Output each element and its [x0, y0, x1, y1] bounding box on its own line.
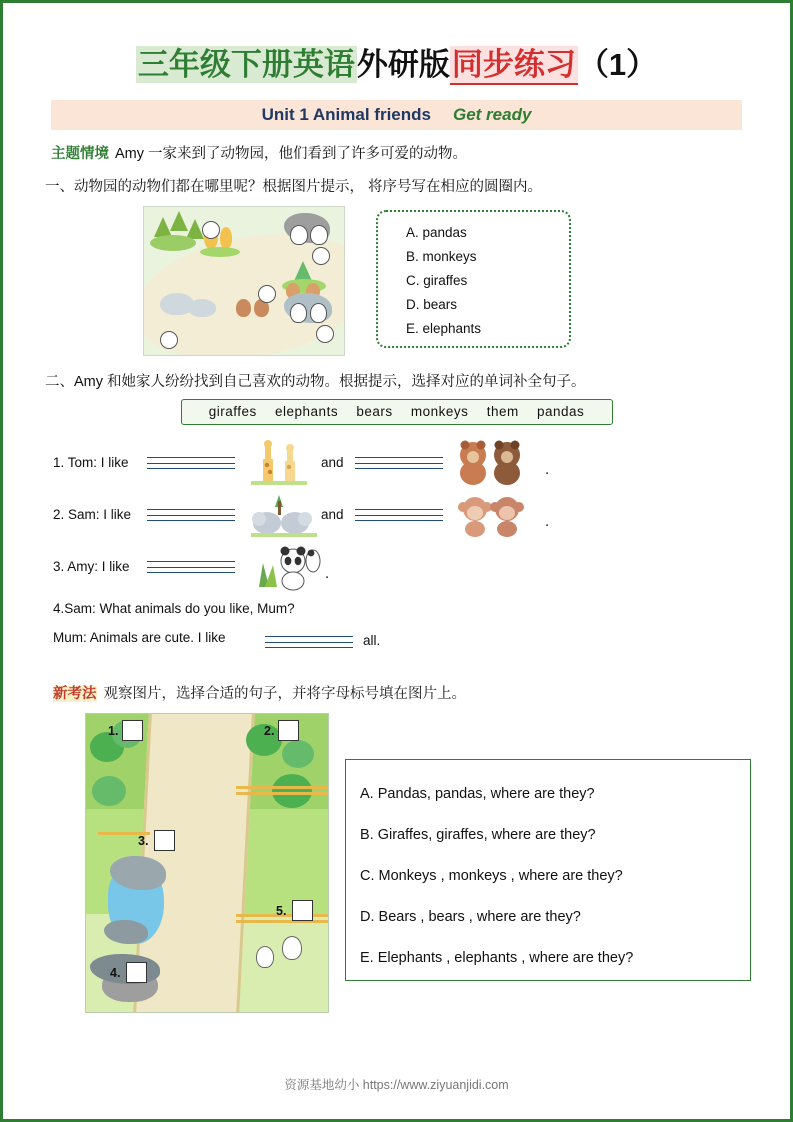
word-bank-item-1: giraffes: [208, 404, 257, 419]
unit-banner-get-ready: Get ready: [452, 105, 532, 124]
page-title-part4: （1）: [577, 47, 658, 82]
page-title-part3: 同步练习: [450, 46, 578, 85]
q3-sentence-c: C. Monkeys , monkeys , where are they?: [360, 868, 623, 884]
option-e: E. elephants: [406, 321, 482, 336]
word-bank-item-6: pandas: [536, 404, 585, 419]
picture-checkbox-3[interactable]: [154, 830, 175, 851]
q3-sentence-b: B. Giraffes, giraffes, where are they?: [360, 827, 596, 843]
fill-sentence-2: [53, 491, 778, 543]
word-bank-item-3: bears: [356, 404, 393, 419]
question2-line5-post: all.: [363, 633, 381, 648]
question3-sentence-box: [345, 759, 751, 981]
fill-blank-3a[interactable]: [147, 557, 235, 573]
zoo-map-image: [143, 206, 345, 356]
picture-label-2: 2.: [264, 724, 275, 738]
question2-line4: 4.Sam: What animals do you like, Mum?: [53, 601, 295, 616]
fill-sentence-2-label: 2. Sam: I like: [53, 507, 132, 522]
picture-checkbox-5[interactable]: [292, 900, 313, 921]
intro-tag: 主题情境: [51, 146, 109, 162]
period-2: .: [545, 513, 550, 530]
fill-blank-2b[interactable]: [355, 505, 443, 521]
fill-sentence-1: [53, 439, 778, 491]
option-a: A. pandas: [406, 225, 467, 240]
unit-banner-unit: Unit 1 Animal friends: [261, 105, 431, 124]
question3-prompt: [53, 682, 778, 703]
period-1: .: [545, 461, 550, 478]
giraffe-image: [249, 439, 315, 487]
picture-label-3: 3.: [138, 834, 149, 848]
option-c: C. giraffes: [406, 273, 468, 288]
fill-sentence-1-label: 1. Tom: I like: [53, 455, 129, 470]
question3-body: [15, 713, 778, 1013]
question2-prompt: 二、Amy 和她家人纷纷找到自己喜欢的动物。根据提示，选择对应的单词补全句子。: [45, 374, 586, 390]
option-d: D. bears: [406, 297, 458, 312]
monkey-image: [457, 491, 529, 539]
period-3: .: [325, 565, 330, 582]
page-title-part1: 三年级下册英语: [137, 47, 355, 82]
fill-blank-2a[interactable]: [147, 505, 235, 521]
picture-label-5: 5.: [276, 904, 287, 918]
fill-sentence-3: [53, 543, 778, 595]
question2-line5-pre: Mum: Animals are cute. I like: [53, 630, 226, 645]
picture-label-1: 1.: [108, 724, 119, 738]
word-bank-item-5: them: [486, 404, 519, 419]
picture-label-4: 4.: [110, 966, 121, 980]
question3-prompt-text: 观察图片，选择合适的句子，并将字母标号填在图片上。: [103, 686, 466, 702]
intro-line: [51, 142, 742, 163]
answer-circle-5[interactable]: [316, 325, 334, 343]
question1-options-box: [376, 210, 571, 348]
picture-checkbox-4[interactable]: [126, 962, 147, 983]
picture-checkbox-1[interactable]: [122, 720, 143, 741]
fill-blank-4[interactable]: [265, 632, 353, 648]
q3-sentence-e: E. Elephants , elephants , where are they?: [360, 950, 634, 966]
answer-circle-2[interactable]: [312, 247, 330, 265]
fill-sentence-3-label: 3. Amy: I like: [53, 559, 130, 574]
q3-sentence-a: A. Pandas, pandas, where are they?: [360, 786, 595, 802]
footer-watermark: 资源基地幼小 https://www.ziyuanjidi.com: [284, 1078, 509, 1092]
question1-prompt: 一、动物园的动物们都在哪里呢？根据图片提示， 将序号写在相应的圆圈内。: [45, 179, 543, 195]
page-title: [15, 39, 778, 84]
page-title-part2: 外研版: [356, 47, 450, 82]
fill-blank-1a[interactable]: [147, 453, 235, 469]
picture-checkbox-2[interactable]: [278, 720, 299, 741]
question3-tag: 新考法: [53, 686, 97, 702]
question2-line5: [53, 630, 778, 656]
answer-circle-4[interactable]: [160, 331, 178, 349]
connector-2: and: [321, 507, 344, 522]
question1-body: [51, 206, 742, 356]
intro-text: Amy 一家来到了动物园，他们看到了许多可爱的动物。: [115, 146, 468, 162]
word-bank: [181, 399, 613, 425]
word-bank-item-2: elephants: [275, 404, 339, 419]
bear-image: [457, 439, 529, 487]
panda-image: [249, 543, 321, 591]
park-scene-image: [85, 713, 329, 1013]
connector-1: and: [321, 455, 344, 470]
answer-circle-3[interactable]: [258, 285, 276, 303]
fill-blank-1b[interactable]: [355, 453, 443, 469]
unit-banner: [51, 100, 742, 130]
answer-circle-1[interactable]: [202, 221, 220, 239]
q3-sentence-d: D. Bears , bears , where are they?: [360, 909, 581, 925]
option-b: B. monkeys: [406, 249, 477, 264]
elephant-image: [249, 491, 321, 539]
word-bank-item-4: monkeys: [410, 404, 469, 419]
